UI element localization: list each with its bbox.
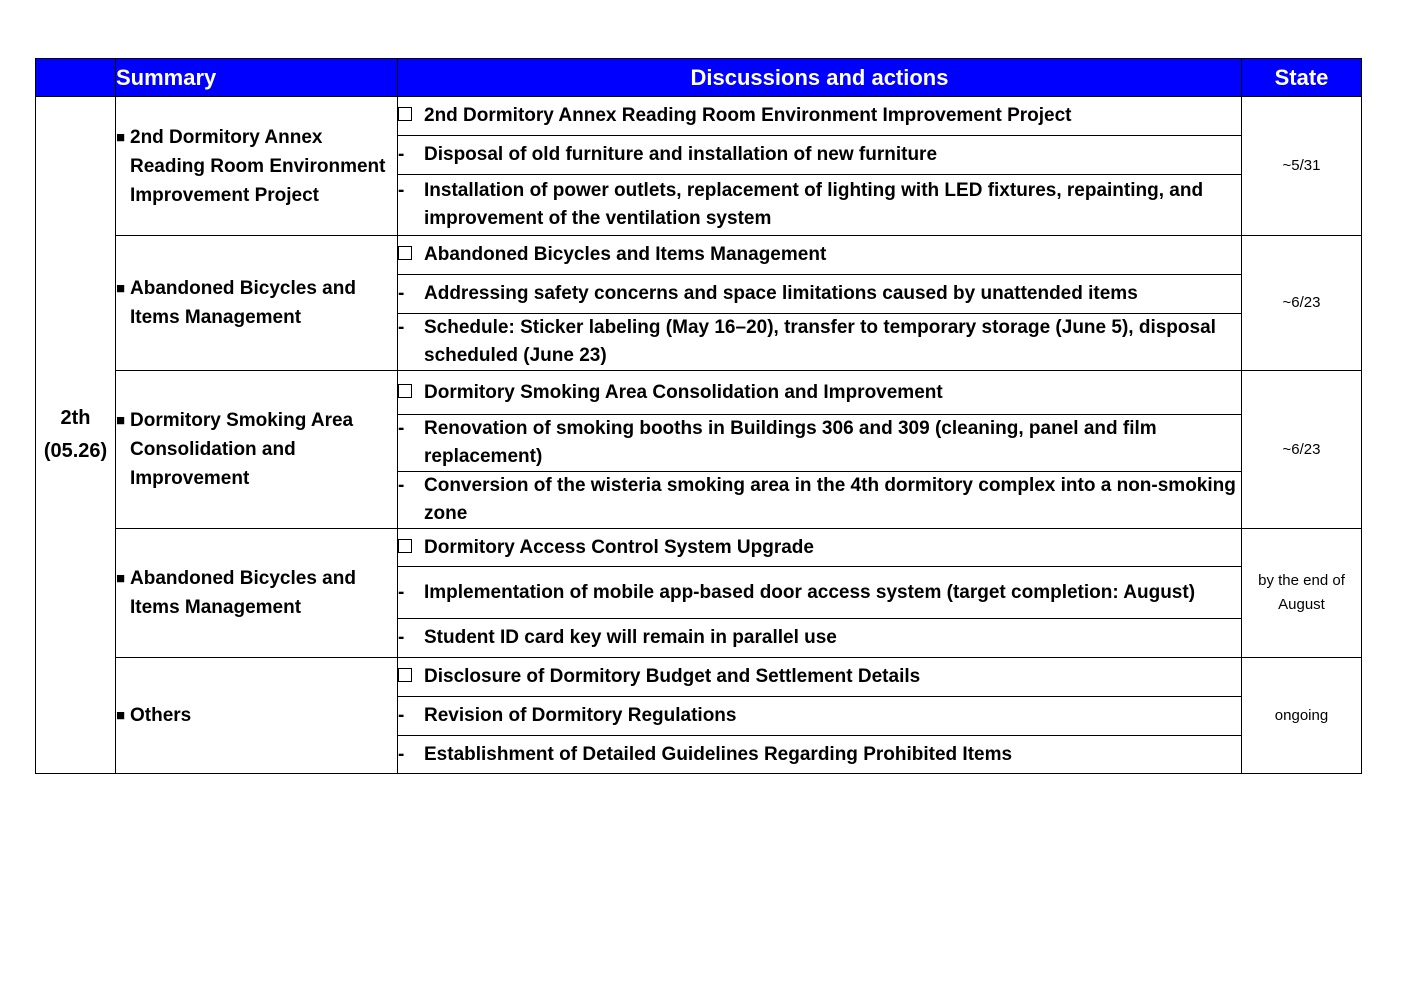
action-item: Establishment of Detailed Guidelines Regarding Prohibited Items <box>424 743 1013 765</box>
action-title-cell <box>398 529 1242 567</box>
action-title: 2nd Dormitory Annex Reading Room Environment Improvement Project <box>424 105 1072 126</box>
action-item: Conversion of the wisteria smoking area in the 4th dormitory complex into a non-smoking zone <box>424 475 1236 524</box>
action-item-cell <box>398 175 1242 236</box>
bullet-icon: ■ <box>116 280 126 297</box>
session-label: 2th <box>60 407 91 429</box>
table-row <box>36 371 1362 415</box>
meeting-minutes-table <box>35 58 1362 774</box>
dash-marker: - <box>398 283 405 304</box>
action-item-cell <box>398 619 1242 658</box>
table-row <box>36 236 1362 275</box>
bullet-icon: ■ <box>116 707 126 724</box>
header-discussions: Discussions and actions <box>398 59 1242 97</box>
dash-marker: - <box>398 627 405 648</box>
action-item-cell <box>398 736 1242 774</box>
session-date: (05.26) <box>43 440 108 462</box>
action-title: Dormitory Smoking Area Consolidation and Improvement <box>424 381 943 403</box>
state-cell: ongoing <box>1242 658 1362 774</box>
summary-text: Dormitory Smoking Area Consolidation and Improvement <box>130 410 354 489</box>
action-item: Renovation of smoking booths in Buildings 306 and 309 (cleaning, panel and film replacement) <box>424 418 1157 467</box>
checkbox-icon <box>398 246 412 260</box>
action-item: Revision of Dormitory Regulations <box>424 705 737 726</box>
action-item-cell <box>398 472 1242 529</box>
dash-marker: - <box>398 705 405 726</box>
state-cell: ~6/23 <box>1242 371 1362 529</box>
action-title-cell <box>398 236 1242 275</box>
action-item-cell <box>398 314 1242 371</box>
summary-cell <box>116 236 398 371</box>
table-row <box>36 658 1362 697</box>
action-item-cell <box>398 567 1242 619</box>
action-title-cell <box>398 658 1242 697</box>
state-cell: by the end of August <box>1242 529 1362 658</box>
dash-marker: - <box>398 144 405 165</box>
action-item: Implementation of mobile app-based door access system (target completion: August) <box>424 581 1196 603</box>
action-item: Disposal of old furniture and installation of new furniture <box>424 144 938 165</box>
summary-text: Abandoned Bicycles and Items Management <box>130 568 356 618</box>
summary-cell <box>116 371 398 529</box>
dash-marker: - <box>398 743 405 765</box>
bullet-icon: ■ <box>116 412 126 429</box>
summary-text: Abandoned Bicycles and Items Management <box>130 278 356 328</box>
action-item-cell <box>398 275 1242 314</box>
summary-cell <box>116 97 398 236</box>
checkbox-icon <box>398 668 412 682</box>
dash-marker: - <box>398 180 405 201</box>
checkbox-icon <box>398 107 412 121</box>
action-title-cell <box>398 97 1242 136</box>
dash-marker: - <box>398 418 405 439</box>
state-cell: ~6/23 <box>1242 236 1362 371</box>
summary-text: 2nd Dormitory Annex Reading Room Environment Improvement Project <box>130 126 386 206</box>
summary-cell <box>116 529 398 658</box>
header-session <box>36 59 116 97</box>
dash-marker: - <box>398 475 405 496</box>
checkbox-icon <box>398 539 412 553</box>
session-cell <box>36 97 116 774</box>
action-item: Installation of power outlets, replacement of lighting with LED fixtures, repainting, and improvement of the ventilation system <box>424 180 1204 229</box>
bullet-icon: ■ <box>116 570 126 587</box>
bullet-icon: ■ <box>116 128 126 146</box>
action-item: Addressing safety concerns and space limitations caused by unattended items <box>424 283 1138 304</box>
checkbox-icon <box>398 384 412 398</box>
state-cell: ~5/31 <box>1242 97 1362 236</box>
summary-cell <box>116 658 398 774</box>
action-title-cell <box>398 371 1242 415</box>
table-header-row <box>36 59 1362 97</box>
action-title: Disclosure of Dormitory Budget and Settlement Details <box>424 666 921 687</box>
action-item: Schedule: Sticker labeling (May 16–20), transfer to temporary storage (June 5), disposal scheduled (June 23) <box>424 317 1216 366</box>
action-title: Abandoned Bicycles and Items Management <box>424 244 827 265</box>
dash-marker: - <box>398 581 405 603</box>
action-item-cell <box>398 415 1242 472</box>
header-state: State <box>1242 59 1362 97</box>
action-item-cell <box>398 697 1242 736</box>
summary-text: Others <box>130 705 192 726</box>
action-item-cell <box>398 136 1242 175</box>
table-row <box>36 529 1362 567</box>
action-item: Student ID card key will remain in parallel use <box>424 627 837 648</box>
header-summary: Summary <box>116 59 398 97</box>
table-row <box>36 97 1362 136</box>
dash-marker: - <box>398 317 405 338</box>
action-title: Dormitory Access Control System Upgrade <box>424 536 814 558</box>
